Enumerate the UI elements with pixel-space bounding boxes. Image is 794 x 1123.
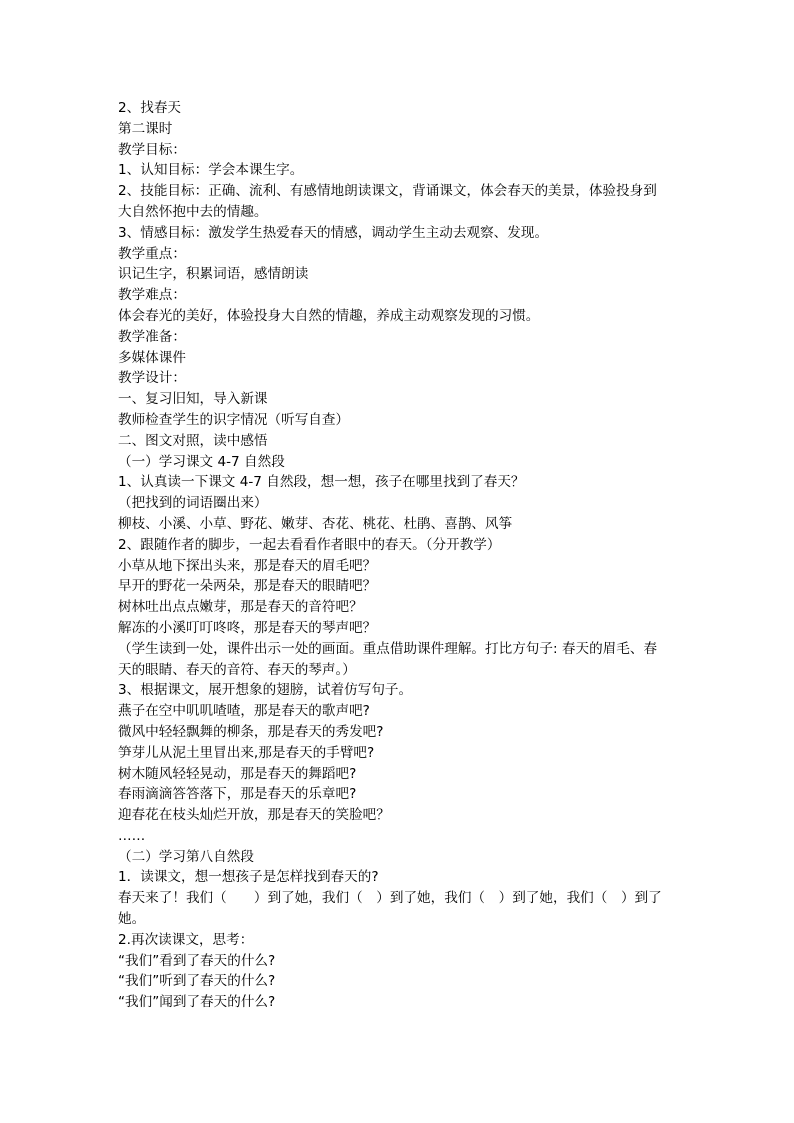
imitation-sentence: 春雨滴滴答答落下，那是春天的乐章吧? [118, 786, 357, 803]
teaching-note-line-2: 天的眼睛、春天的音符、春天的琴声。） [118, 661, 356, 678]
question-line: “我们”听到了春天的什么? [118, 973, 276, 990]
subsection-2-heading: （二）学习第八自然段 [118, 848, 254, 865]
lesson-plan-document [118, 98, 678, 1013]
task-1-text: 1、认真读一下课文 4-7 自然段，想一想，孩子在哪里找到了春天？ [118, 474, 525, 491]
verse-line: 早开的野花一朵两朵，那是春天的眼睛吧？ [118, 578, 377, 595]
fill-blank-line-2: 她。 [118, 911, 146, 928]
objective-cognitive: 1、认知目标：学会本课生字。 [118, 162, 304, 179]
ellipsis: …… [118, 827, 146, 844]
imitation-sentence: 笋芽儿从泥土里冒出来,那是春天的手臂吧? [118, 744, 375, 761]
design-step-1-text: 教师检查学生的识字情况（听写自查） [118, 411, 350, 428]
task-3-text: 3、根据课文，展开想象的翅膀，试着仿写句子。 [118, 682, 413, 699]
question-line: “我们”看到了春天的什么? [118, 952, 276, 969]
section-heading-key-points: 教学重点： [118, 245, 186, 262]
section-heading-objectives: 教学目标： [118, 141, 186, 158]
imitation-sentence: 树木随风轻轻晃动，那是春天的舞蹈吧? [118, 765, 357, 782]
section-heading-design: 教学设计： [118, 370, 186, 387]
objective-skill-line-1: 2、技能目标：正确、流利、有感情地朗读课文，背诵课文，体会春天的美景，体验投身到 [118, 183, 657, 200]
imitation-sentence: 燕子在空中叽叽喳喳，那是春天的歌声吧? [118, 703, 370, 720]
verse-line: 解冻的小溪叮叮咚咚，那是春天的琴声吧？ [118, 619, 377, 636]
preparation-text: 多媒体课件 [118, 349, 186, 366]
word-list: 柳枝、小溪、小草、野花、嫩芽、杏花、桃花、杜鹃、喜鹊、风筝 [118, 515, 513, 532]
design-step-2-heading: 二、图文对照，读中感悟 [118, 432, 268, 449]
task-2-text: 2、跟随作者的脚步，一起去看看作者眼中的春天。（分开教学） [118, 536, 501, 553]
imitation-sentence: 微风中轻轻飘舞的柳条，那是春天的秀发吧? [118, 723, 384, 740]
task-1-note: （把找到的词语圈出来） [118, 495, 268, 512]
lesson-period: 第二课时 [118, 120, 173, 137]
objective-skill-line-2: 大自然怀抱中去的情趣。 [118, 203, 268, 220]
question-line: “我们”闻到了春天的什么? [118, 994, 276, 1011]
section-heading-difficulties: 教学难点： [118, 287, 186, 304]
reading-task-2: 2.再次读课文，思考： [118, 931, 254, 948]
design-step-1-heading: 一、复习旧知，导入新课 [118, 391, 268, 408]
verse-line: 小草从地下探出头来，那是春天的眉毛吧？ [118, 557, 377, 574]
section-heading-preparation: 教学准备： [118, 328, 186, 345]
subsection-1-heading: （一）学习课文 4-7 自然段 [118, 453, 285, 470]
key-points-text: 识记生字，积累词语，感情朗读 [118, 266, 309, 283]
imitation-sentence: 迎春花在枝头灿烂开放，那是春天的笑脸吧？ [118, 807, 390, 824]
difficulties-text: 体会春光的美好，体验投身大自然的情趣，养成主动观察发现的习惯。 [118, 307, 540, 324]
teaching-note-line-1: （学生读到一处，课件出示一处的画面。重点借助课件理解。打比方句子: 春天的眉毛、春 [118, 640, 658, 657]
fill-blank-line-1: 春天来了！我们（ ）到了她，我们（ ）到了她，我们（ ）到了她，我们（ ）到了 [118, 890, 662, 907]
reading-task-1: 1．读课文，想一想孩子是怎样找到春天的? [118, 869, 379, 886]
objective-affective: 3、情感目标：激发学生热爱春天的情感，调动学生主动去观察、发现。 [118, 224, 549, 241]
verse-line: 树林吐出点点嫩芽，那是春天的音符吧？ [118, 599, 363, 616]
lesson-title: 2、找春天 [118, 100, 182, 116]
